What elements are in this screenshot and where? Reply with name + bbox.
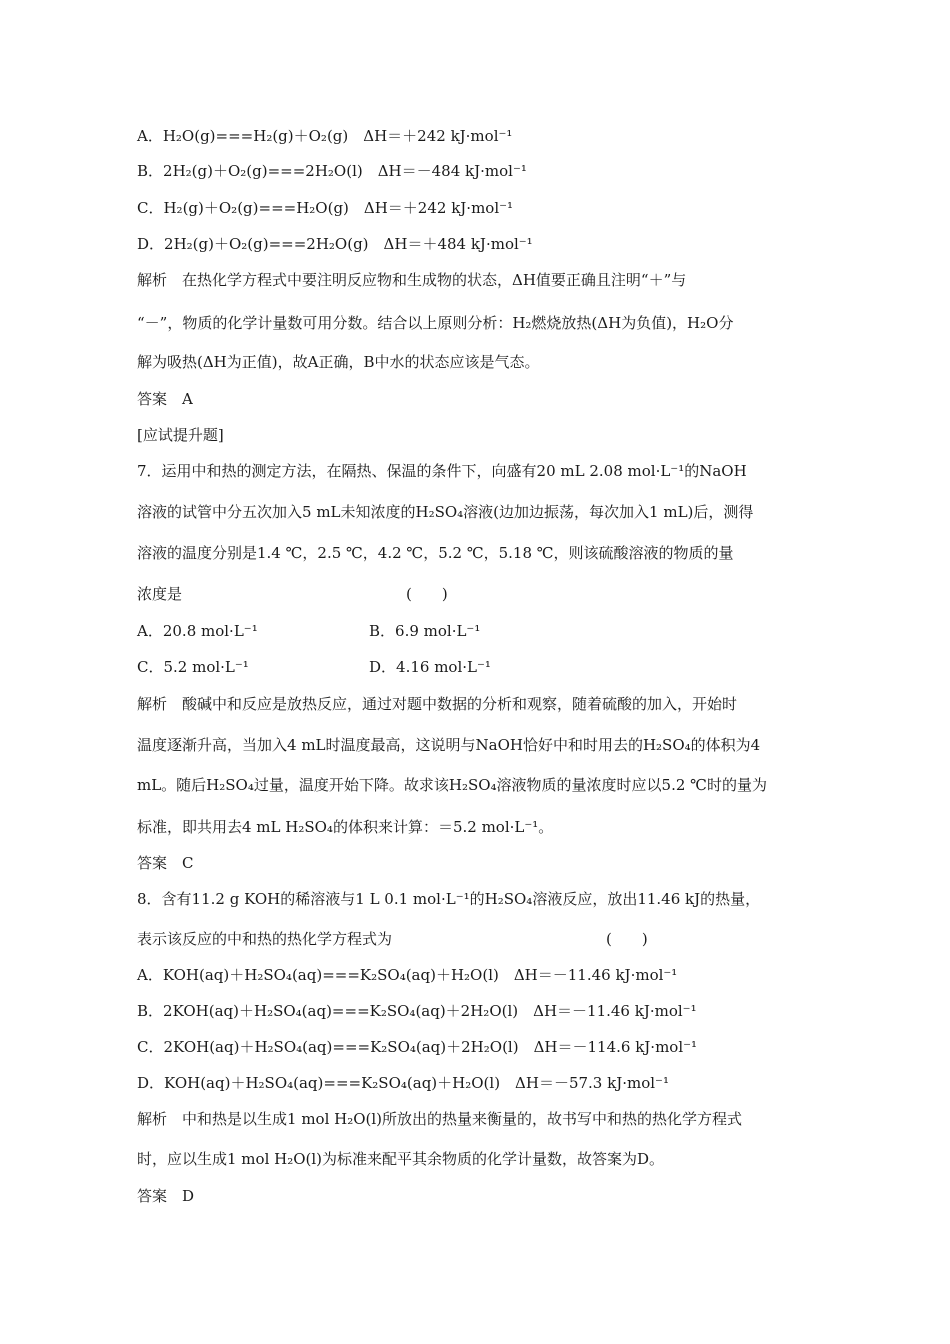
q6-analysis-line: 解为吸热(ΔH为正值)，故A正确，B中水的状态应该是气态。 [137, 353, 540, 371]
q7-option-a: A．20.8 mol·L⁻¹ [137, 622, 258, 640]
q7-analysis-line: 解析 酸碱中和反应是放热反应，通过对题中数据的分析和观察，随着硫酸的加入，开始时 [137, 695, 738, 713]
q7-stem-line: 溶液的试管中分五次加入5 mL未知浓度的H₂SO₄溶液(边加边振荡，每次加入1 mL)后，测得 [137, 503, 754, 521]
q8-analysis-line: 解析 中和热是以生成1 mol H₂O(l)所放出的热量来衡量的，故书写中和热的热化学方程式 [137, 1110, 743, 1128]
q8-stem-line: 8．含有11.2 g KOH的稀溶液与1 L 0.1 mol·L⁻¹的H₂SO₄溶液反应，放出11.46 kJ的热量， [137, 890, 761, 908]
q8-answer: 答案 D [137, 1187, 195, 1205]
q8-option-c: C．2KOH(aq)＋H₂SO₄(aq)===K₂SO₄(aq)＋2H₂O(l) ΔH＝－114.6 kJ·mol⁻¹ [137, 1038, 698, 1056]
q7-stem-line: 浓度是 [137, 585, 183, 603]
q8-stem-line: 表示该反应的中和热的热化学方程式为 [137, 930, 393, 948]
q8-option-a: A．KOH(aq)＋H₂SO₄(aq)===K₂SO₄(aq)＋H₂O(l) ΔH＝－11.46 kJ·mol⁻¹ [137, 966, 678, 984]
q8-option-b: B．2KOH(aq)＋H₂SO₄(aq)===K₂SO₄(aq)＋2H₂O(l) ΔH＝－11.46 kJ·mol⁻¹ [137, 1002, 697, 1020]
section-title: [应试提升题] [137, 426, 224, 444]
q7-analysis-line: 标准，即共用去4 mL H₂SO₄的体积来计算：＝5.2 mol·L⁻¹。 [137, 818, 554, 836]
q7-option-b: B．6.9 mol·L⁻¹ [369, 622, 481, 640]
q6-option-b: B．2H₂(g)＋O₂(g)===2H₂O(l) ΔH＝－484 kJ·mol⁻¹ [137, 162, 527, 180]
q6-option-c: C．H₂(g)＋O₂(g)===H₂O(g) ΔH＝＋242 kJ·mol⁻¹ [137, 199, 514, 217]
q6-answer: 答案 A [137, 390, 193, 408]
q6-analysis-line: “－”，物质的化学计量数可用分数。结合以上原则分析：H₂燃烧放热(ΔH为负值)，H₂O分 [137, 314, 734, 332]
q6-analysis-line: 解析 在热化学方程式中要注明反应物和生成物的状态，ΔH值要正确且注明“＋”与 [137, 271, 687, 289]
q7-option-c: C．5.2 mol·L⁻¹ [137, 658, 249, 676]
q7-stem-line: 7．运用中和热的测定方法，在隔热、保温的条件下，向盛有20 mL 2.08 mol·L⁻¹的NaOH [137, 462, 747, 480]
q6-option-a: A．H₂O(g)===H₂(g)＋O₂(g) ΔH＝＋242 kJ·mol⁻¹ [137, 127, 513, 145]
q7-answer: 答案 C [137, 854, 194, 872]
q7-option-d: D．4.16 mol·L⁻¹ [369, 658, 491, 676]
q8-analysis-line: 时，应以生成1 mol H₂O(l)为标准来配平其余物质的化学计量数，故答案为D。 [137, 1150, 665, 1168]
q7-answer-bracket: ( ) [406, 585, 448, 603]
q7-stem-line: 溶液的温度分别是1.4 ℃，2.5 ℃，4.2 ℃，5.2 ℃，5.18 ℃，则该硫酸溶液的物质的量 [137, 544, 734, 562]
q6-option-d: D．2H₂(g)＋O₂(g)===2H₂O(g) ΔH＝＋484 kJ·mol⁻¹ [137, 235, 533, 253]
q8-option-d: D．KOH(aq)＋H₂SO₄(aq)===K₂SO₄(aq)＋H₂O(l) ΔH＝－57.3 kJ·mol⁻¹ [137, 1074, 669, 1092]
q7-analysis-line: mL。随后H₂SO₄过量，温度开始下降。故求该H₂SO₄溶液物质的量浓度时应以5.2 ℃时的量为 [137, 776, 767, 794]
q7-analysis-line: 温度逐渐升高，当加入4 mL时温度最高，这说明与NaOH恰好中和时用去的H₂SO₄的体积为4 [137, 736, 761, 754]
q8-answer-bracket: ( ) [606, 930, 648, 948]
